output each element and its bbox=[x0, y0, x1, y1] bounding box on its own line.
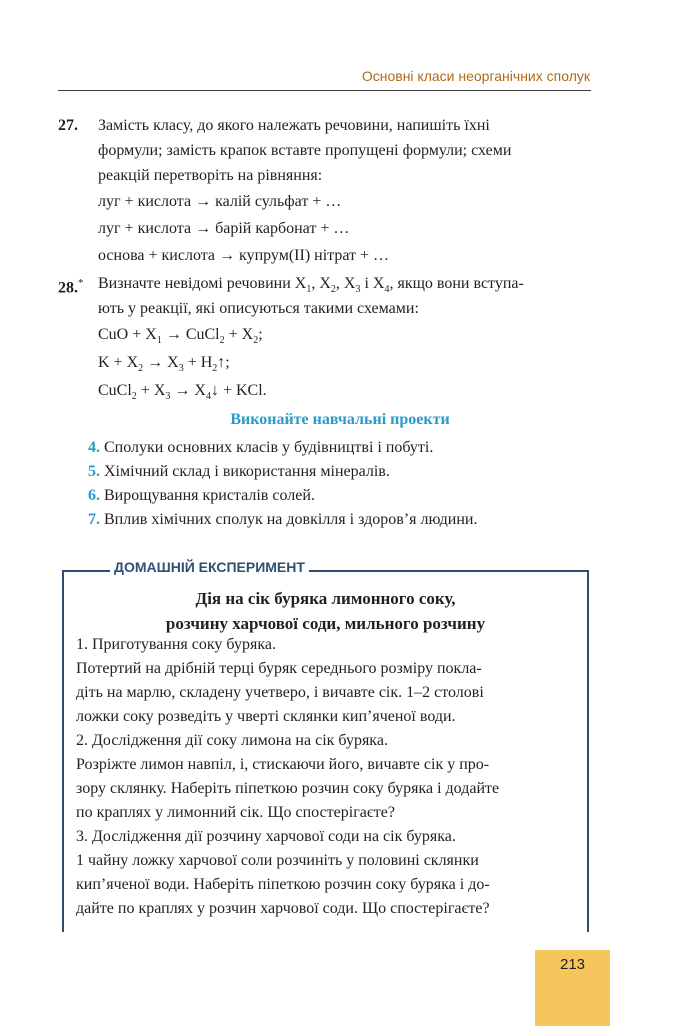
task-27-line: реакцій перетворіть на рівняння: bbox=[98, 167, 323, 184]
task-27-line: формули; замість крапок вставте пропущені формули; схеми bbox=[98, 142, 512, 159]
experiment-line: по краплях у лимонний сік. Що спостерігаєте? bbox=[76, 804, 395, 821]
task-27 bbox=[58, 113, 591, 269]
experiment-line: 1 чайну ложку харчової соли розчиніть у половині склянки bbox=[76, 852, 479, 869]
scheme-2: луг + кислота → барій карбонат + … bbox=[98, 220, 350, 237]
experiment-line: Потертий на дрібній терці буряк середнього розміру покла- bbox=[76, 660, 482, 677]
page-number: 213 bbox=[559, 956, 586, 973]
experiment-line: дайте по краплях у розчин харчової соди. Що спостерігаєте? bbox=[76, 900, 490, 917]
task-27-line: Замість класу, до якого належать речовини, напишіть їхні bbox=[98, 117, 490, 134]
project-item: 6. Вирощування кристалів солей. bbox=[88, 487, 315, 504]
experiment-line: Розріжте лимон навпіл, і, стискаючи його, вичавте сік у про- bbox=[76, 756, 490, 773]
projects-list bbox=[88, 436, 477, 532]
task-27-number: 27. bbox=[58, 117, 78, 134]
equation-1: CuO + $X_1$ → CuCl$_2$ + $X_2$; bbox=[98, 326, 263, 347]
task-28-line: Визначте невідомі речовини $X_1$, $X_2$, $X_3$ і $X_4$, якщо вони вступа- bbox=[98, 275, 524, 296]
experiment-line: кип’яченої води. Наберіть піпеткою розчин соку буряка і до- bbox=[76, 876, 490, 893]
scheme-3: основа + кислота → купрум(II) нітрат + … bbox=[98, 247, 390, 264]
experiment-label: ДОМАШНІЙ ЕКСПЕРИМЕНТ bbox=[110, 559, 309, 575]
experiment-line: 1. Приготування соку буряка. bbox=[76, 636, 276, 653]
project-item: 7. Вплив хімічних сполук на довкілля і здоров’я людини. bbox=[88, 511, 478, 528]
experiment-line: зору склянку. Наберіть піпеткою розчин соку буряка і додайте bbox=[76, 780, 500, 797]
task-28-line: ють у реакції, які описуються такими схемами: bbox=[98, 300, 419, 317]
header-rule bbox=[58, 90, 591, 91]
scheme-1: луг + кислота → калій сульфат + … bbox=[98, 193, 342, 210]
task-28 bbox=[58, 271, 591, 405]
experiment-line: діть на марлю, складену учетверо, і вичавте сік. 1–2 столові bbox=[76, 684, 484, 701]
experiment-heading: Дія на сік буряка лимонного соку, розчину харчової соди, мильного розчину bbox=[165, 589, 486, 633]
equation-3: CuCl$_2$ + $X_3$ → $X_4↓$ + KCl. bbox=[98, 382, 267, 403]
experiment-text bbox=[76, 633, 576, 921]
asterisk-mark: * bbox=[78, 277, 84, 289]
running-header: Основні класи неорганічних сполук bbox=[361, 68, 590, 84]
project-item: 5. Хімічний склад і використання мінералів. bbox=[88, 463, 390, 480]
experiment-line: ложки соку розведіть у чверті склянки кип’яченої води. bbox=[76, 708, 456, 725]
project-item: 4. Сполуки основних класів у будівництві і побуті. bbox=[88, 439, 434, 456]
experiment-line: 2. Дослідження дії соку лимона на сік буряка. bbox=[76, 732, 388, 749]
projects-title: Виконайте навчальні проекти bbox=[230, 411, 450, 428]
equation-2: $K + X_2 \to X_3$ + $H_2↑$; bbox=[98, 354, 230, 375]
experiment-line: 3. Дослідження дії розчину харчової соди на сік буряка. bbox=[76, 828, 456, 845]
task-28-number: 28.* bbox=[58, 277, 84, 297]
